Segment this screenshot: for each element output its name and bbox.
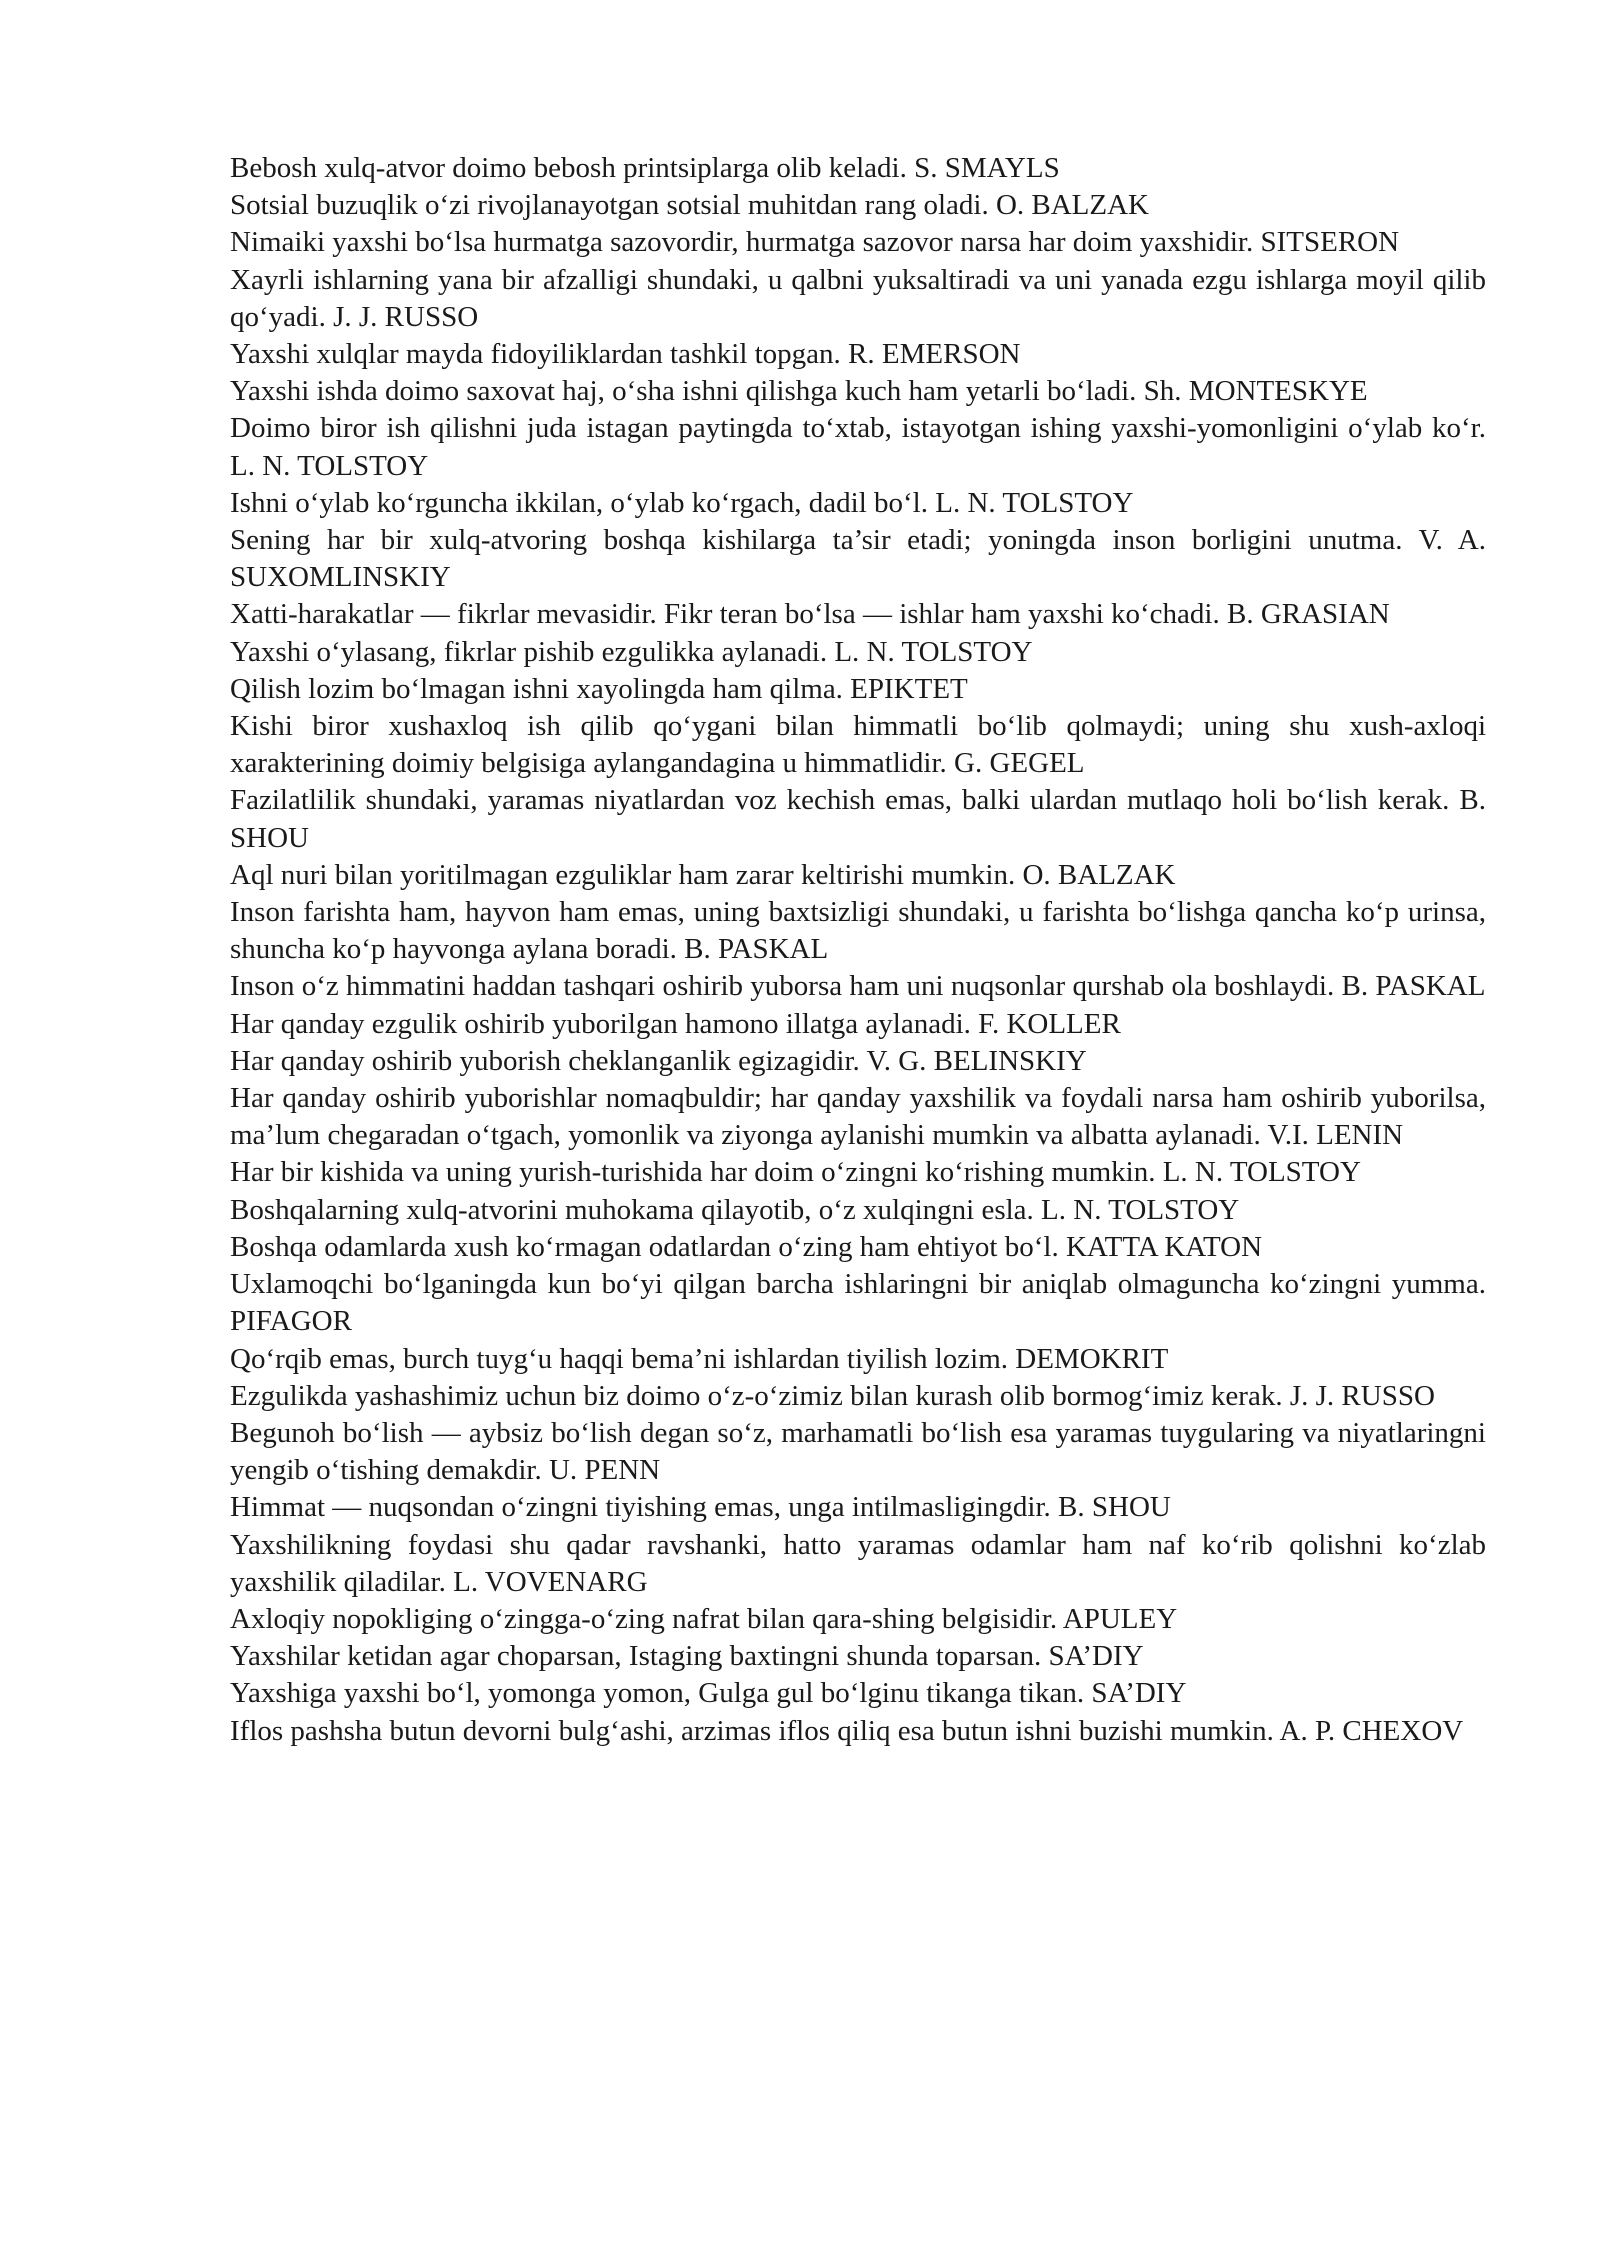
quote-paragraph: Nimaiki yaxshi bo‘lsa hurmatga sazovordir, hurmatga sazovor narsa har doim yaxshidir. SITSERON xyxy=(230,226,1400,259)
quote-paragraph: Har bir kishida va uning yurish-turishida har doim o‘zingni ko‘rishing mumkin. L. N. TOLSTOY xyxy=(230,1156,1361,1189)
quote-paragraph: Har qanday oshirib yuborishlar nomaqbuldir; har qanday yaxshilik va foydali narsa ham oshirib yuborilsa, ma’lum chegaradan o‘tgach, yomonlik va ziyonga aylanishi mumkin va albatta aylanadi. V.I. LENIN xyxy=(230,1082,1486,1152)
quote-paragraph: Yaxshi ishda doimo saxovat haj, o‘sha ishni qilishga kuch ham yetarli bo‘ladi. Sh. MONTESKYE xyxy=(230,375,1368,408)
quote-paragraph: Sotsial buzuqlik o‘zi rivojlanayotgan sotsial muhitdan rang oladi. O. BALZAK xyxy=(230,189,1149,222)
quote-paragraph: Qo‘rqib emas, burch tuyg‘u haqqi bema’ni ishlardan tiyilish lozim. DEMOKRIT xyxy=(230,1342,1169,1375)
quote-paragraph: Yaxshi o‘ylasang, fikrlar pishib ezgulikka aylanadi. L. N. TOLSTOY xyxy=(230,635,1033,668)
quote-paragraph: Himmat — nuqsondan o‘zingni tiyishing emas, unga intilmasligingdir. B. SHOU xyxy=(230,1491,1171,1524)
quote-paragraph: Begunoh bo‘lish — aybsiz bo‘lish degan so‘z, marhamatli bo‘lish esa yaramas tuygularing va niyatlaringni yengib o‘tishing demakdir. U. PENN xyxy=(230,1416,1486,1487)
quote-paragraph: Bebosh xulq-atvor doimo bebosh printsiplarga olib keladi. S. SMAYLS xyxy=(230,152,1060,184)
quote-paragraph: Qilish lozim bo‘lmagan ishni xayolingda ham qilma. EPIKTET xyxy=(230,672,968,705)
document-page xyxy=(230,150,1486,1750)
quote-paragraph: Har qanday oshirib yuborish cheklanganlik egizagidir. V. G. BELINSKIY xyxy=(230,1044,1087,1077)
quote-paragraph: Ishni o‘ylab ko‘rguncha ikkilan, o‘ylab ko‘rgach, dadil bo‘l. L. N. TOLSTOY xyxy=(230,486,1134,519)
quote-paragraph: Inson farishta ham, hayvon ham emas, uning baxtsizligi shundaki, u farishta bo‘lishga qancha ko‘p urinsa, shuncha ko‘p hayvonga aylana boradi. B. PASKAL xyxy=(230,896,1486,966)
quote-paragraph: Xatti-harakatlar — fikrlar mevasidir. Fikr teran bo‘lsa — ishlar ham yaxshi ko‘chadi. B. GRASIAN xyxy=(230,598,1390,631)
quote-paragraph: Yaxshilar ketidan agar choparsan, Istaging baxtingni shunda toparsan. SA’DIY xyxy=(230,1640,1144,1673)
quote-paragraph: Yaxshi xulqlar mayda fidoyiliklardan tashkil topgan. R. EMERSON xyxy=(230,338,1021,371)
quote-paragraph: Axloqiy nopokliging o‘zingga-o‘zing nafrat bilan qara-shing belgisidir. APULEY xyxy=(230,1602,1178,1635)
quote-paragraph: Uxlamoqchi bo‘lganingda kun bo‘yi qilgan barcha ishlaringni bir aniqlab olmaguncha ko‘zingni yumma. PIFAGOR xyxy=(230,1268,1486,1338)
quote-paragraph: Yaxshilikning foydasi shu qadar ravshanki, hatto yaramas odamlar ham naf ko‘rib qolishni ko‘zlab yaxshilik qiladilar. L. VOVENARG xyxy=(230,1528,1486,1598)
quote-paragraph: Xayrli ishlarning yana bir afzalligi shundaki, u qalbni yuksaltiradi va uni yanada ezgu ishlarga moyil qilib qo‘yadi. J. J. RUSSO xyxy=(230,263,1486,333)
quote-paragraph: Doimo biror ish qilishni juda istagan paytingda to‘xtab, istayotgan ishing yaxshi-yomonligini o‘ylab ko‘r. L. N. TOLSTOY xyxy=(230,412,1486,482)
quote-paragraph: Har qanday ezgulik oshirib yuborilgan hamono illatga aylanadi. F. KOLLER xyxy=(230,1007,1121,1040)
quote-paragraph: Iflos pashsha butun devorni bulg‘ashi, arzimas iflos qiliq esa butun ishni buzishi mumkin. A. P. CHEXOV xyxy=(230,1714,1464,1747)
quote-paragraph: Boshqa odamlarda xush ko‘rmagan odatlardan o‘zing ham ehtiyot bo‘l. KATTA KATON xyxy=(230,1230,1263,1263)
quote-paragraph: Kishi biror xushaxloq ish qilib qo‘ygani bilan himmatli bo‘lib qolmaydi; uning shu xush-axloqi xarakterining doimiy belgisiga aylangandagina u himmatlidir. G. GEGEL xyxy=(230,710,1486,780)
quote-paragraph: Sening har bir xulq-atvoring boshqa kishilarga ta’sir etadi; yoningda inson borligini unutma. V. A. SUXOMLINSKIY xyxy=(230,524,1486,594)
quote-paragraph: Ezgulikda yashashimiz uchun biz doimo o‘z-o‘zimiz bilan kurash olib bormog‘imiz kerak. J. J. RUSSO xyxy=(230,1379,1435,1412)
quote-paragraph: Yaxshiga yaxshi bo‘l, yomonga yomon, Gulga gul bo‘lginu tikanga tikan. SA’DIY xyxy=(230,1677,1187,1710)
quote-paragraph: Fazilatlilik shundaki, yaramas niyatlardan voz kechish emas, balki ulardan mutlaqo holi bo‘lish kerak. B. SHOU xyxy=(230,784,1486,854)
quote-paragraph: Aql nuri bilan yoritilmagan ezguliklar ham zarar keltirishi mumkin. O. BALZAK xyxy=(230,858,1176,891)
quote-paragraph: Boshqalarning xulq-atvorini muhokama qilayotib, o‘z xulqingni esla. L. N. TOLSTOY xyxy=(230,1193,1240,1226)
quote-paragraph: Inson o‘z himmatini haddan tashqari oshirib yuborsa ham uni nuqsonlar qurshab ola boshlaydi. B. PASKAL xyxy=(230,970,1486,1003)
